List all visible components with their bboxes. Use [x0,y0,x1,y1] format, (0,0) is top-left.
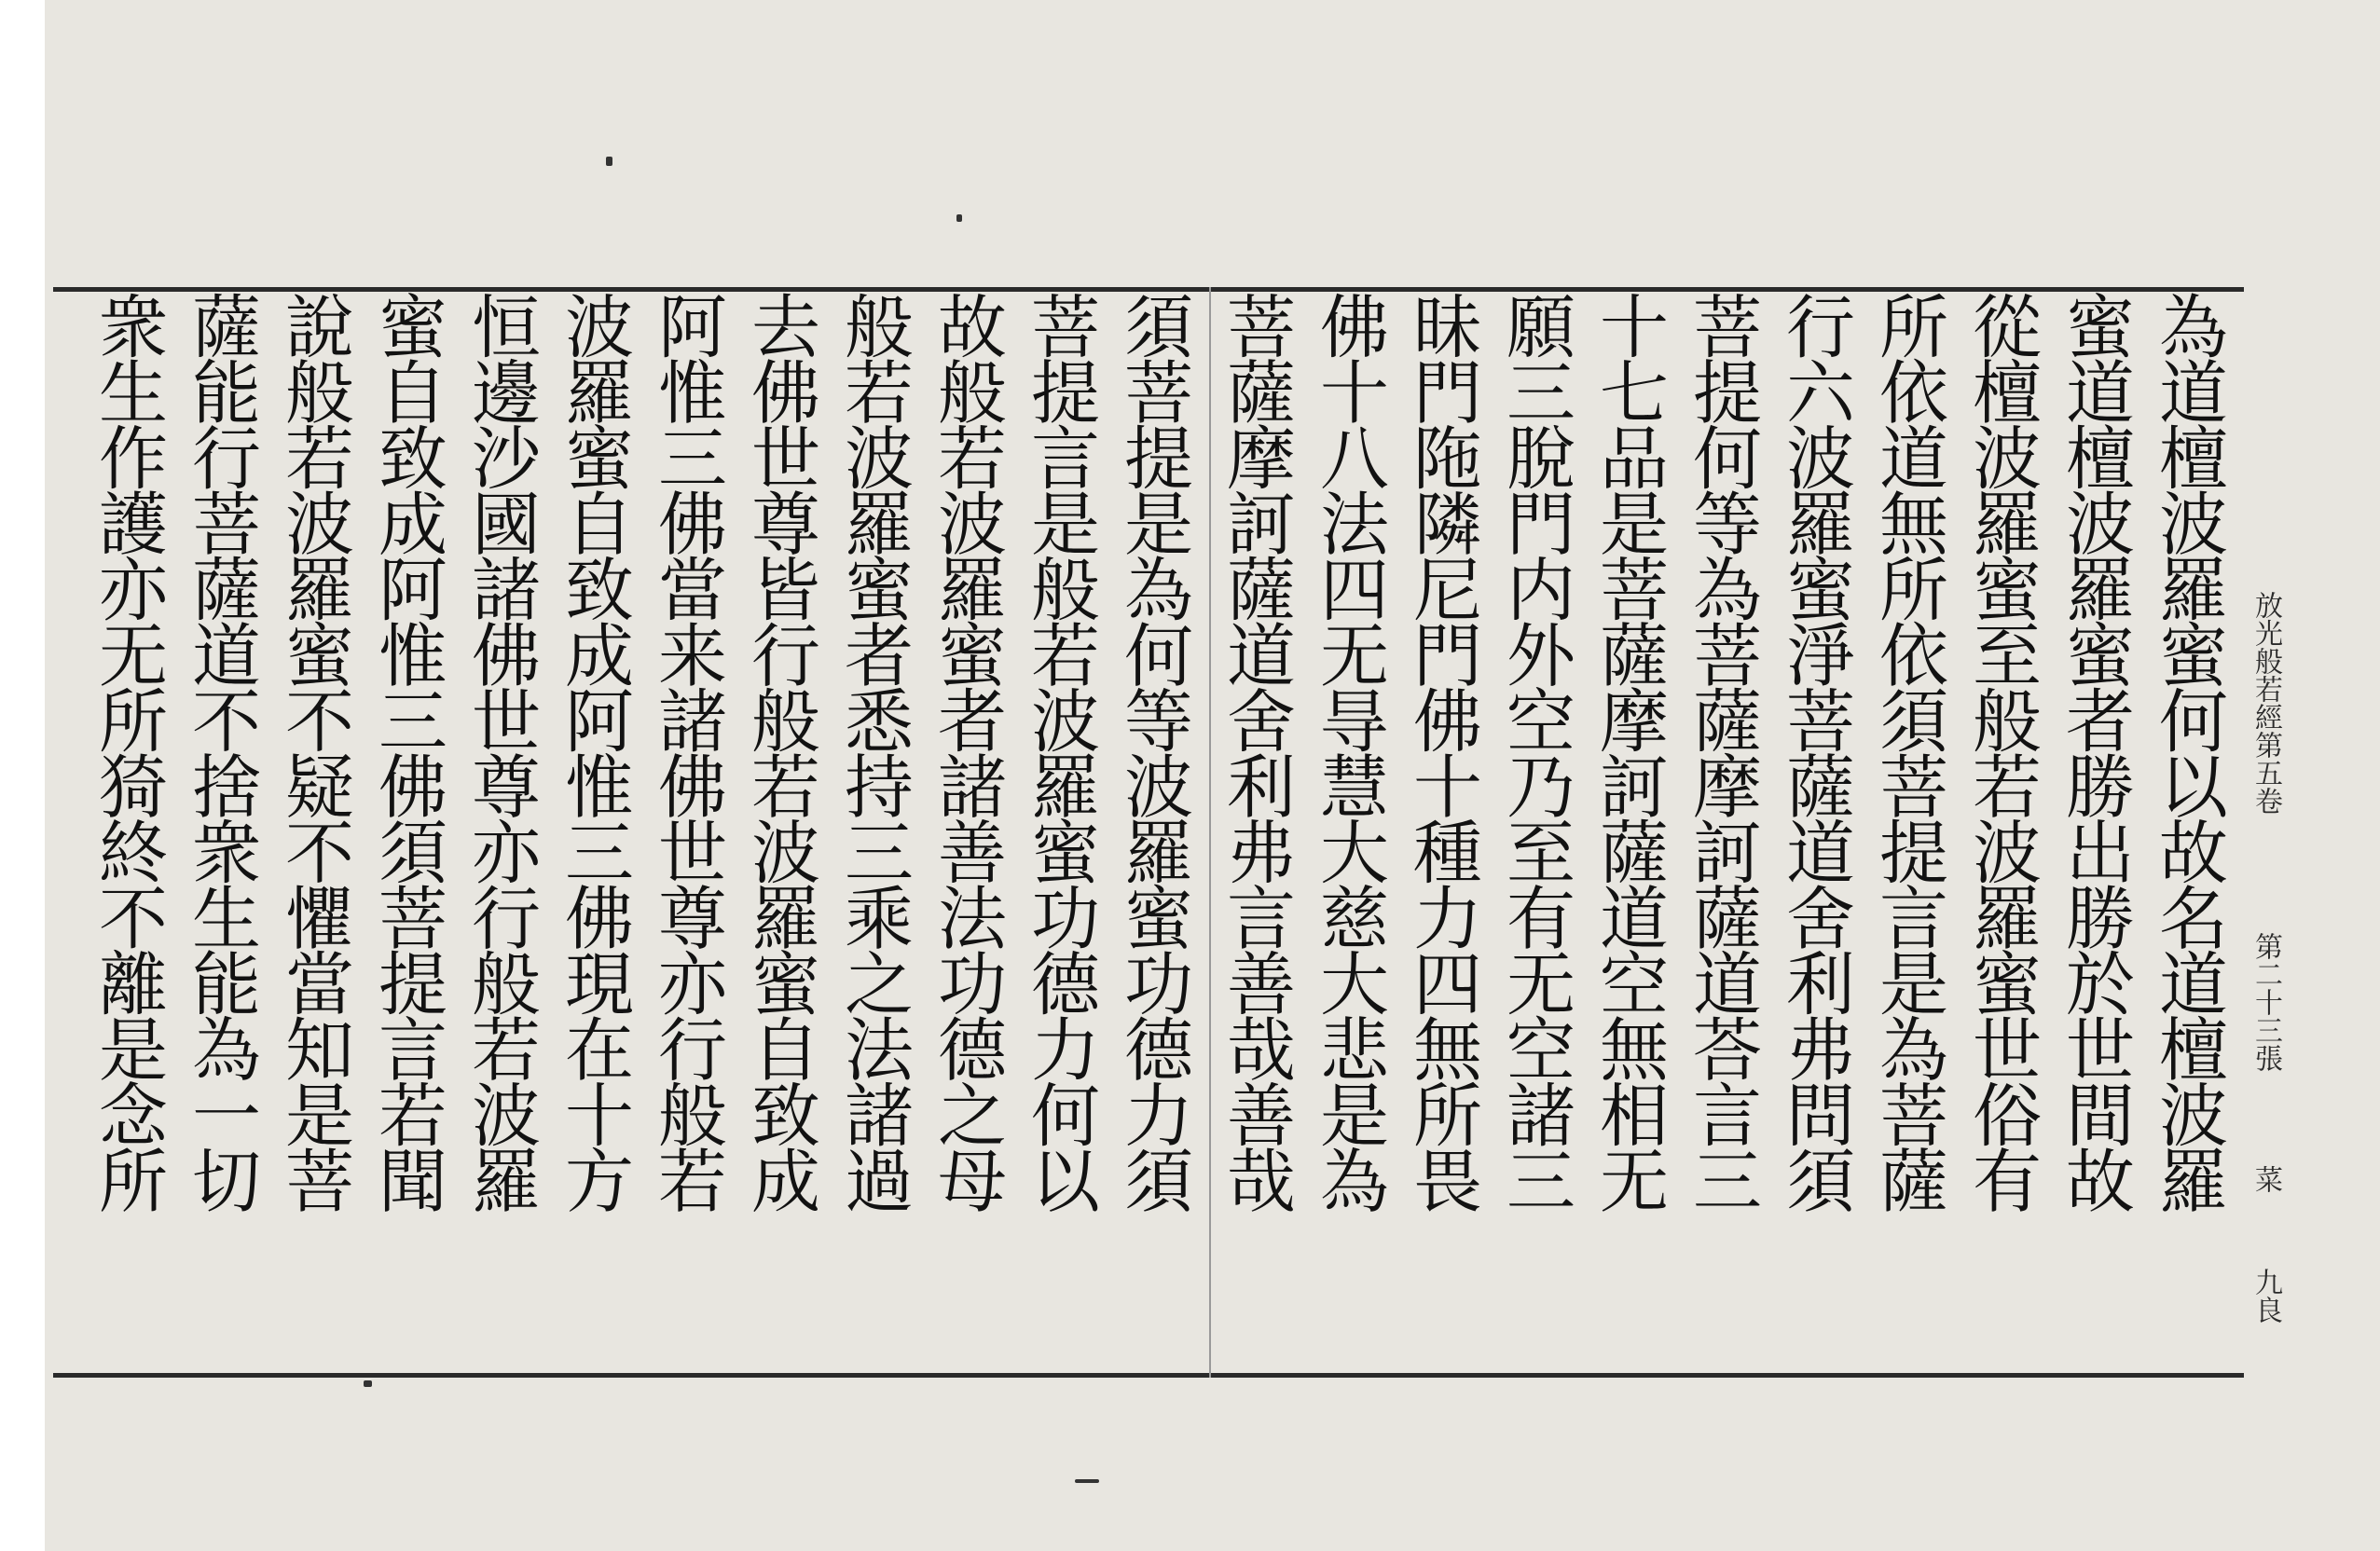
text-column: 去佛世尊皆行般若波羅蜜自致成 [740,291,820,1211]
text-column: 蜜自致成阿惟三佛須菩提言若聞 [367,291,447,1211]
text-column: 從檀波羅蜜至般若波羅蜜世俗有 [1961,291,2042,1211]
text-column: 須菩提是為何等波羅蜜功德力須 [1113,291,1193,1211]
margin-sutra-title: 放光般若經第五卷 [2249,591,2282,815]
text-column: 恒邊沙國諸佛世尊亦行般若波羅 [461,291,541,1211]
text-column: 波羅蜜自致成阿惟三佛現在十方 [554,291,634,1211]
text-column: 阿惟三佛當来諸佛世尊亦行般若 [647,291,727,1211]
text-column: 所依道無所依須菩提言是為菩薩 [1868,291,1948,1211]
text-column: 十七品是菩薩摩訶薩道空無相无 [1589,291,1669,1211]
text-column: 蜜道檀波羅蜜者勝出勝於世間故 [2055,291,2135,1211]
margin-sheet-number: 第二十三張 [2249,932,2282,1072]
text-column: 行六波羅蜜淨菩薩道舍利弗問須 [1775,291,1855,1211]
text-column: 衆生作護亦无所猗終不離是念所 [88,291,168,1211]
ink-speck [1075,1479,1099,1483]
text-column: 昧門陁隣尼門佛十種力四無所畏 [1402,291,1482,1211]
text-column: 般若波羅蜜者悉持三乘之法諸過 [833,291,914,1211]
text-column: 說般若波羅蜜不疑不懼當知是菩 [274,291,354,1211]
ink-speck [606,157,612,166]
text-column: 為道檀波羅蜜何以故名道檀波羅 [2148,291,2228,1211]
text-column: 故般若波羅蜜者諸善法功德之母 [927,291,1007,1211]
margin-carver-note: 九良 [2249,1268,2282,1324]
text-column: 菩提何等為菩薩摩訶薩道荅言三 [1682,291,1762,1211]
ink-speck [956,214,962,222]
text-column: 薩能行菩薩道不捨衆生能為一切 [181,291,261,1211]
text-column: 菩提言是般若波羅蜜功德力何以 [1020,291,1100,1211]
ink-speck [364,1380,372,1387]
text-column: 願三脫門内外空乃至有无空諸三 [1495,291,1575,1211]
text-column: 菩薩摩訶薩道舍利弗言善哉善哉 [1216,291,1296,1211]
margin-code-character: 菜 [2249,1165,2282,1193]
text-column: 佛十八法四无㝵慧大慈大悲是為 [1309,291,1389,1211]
